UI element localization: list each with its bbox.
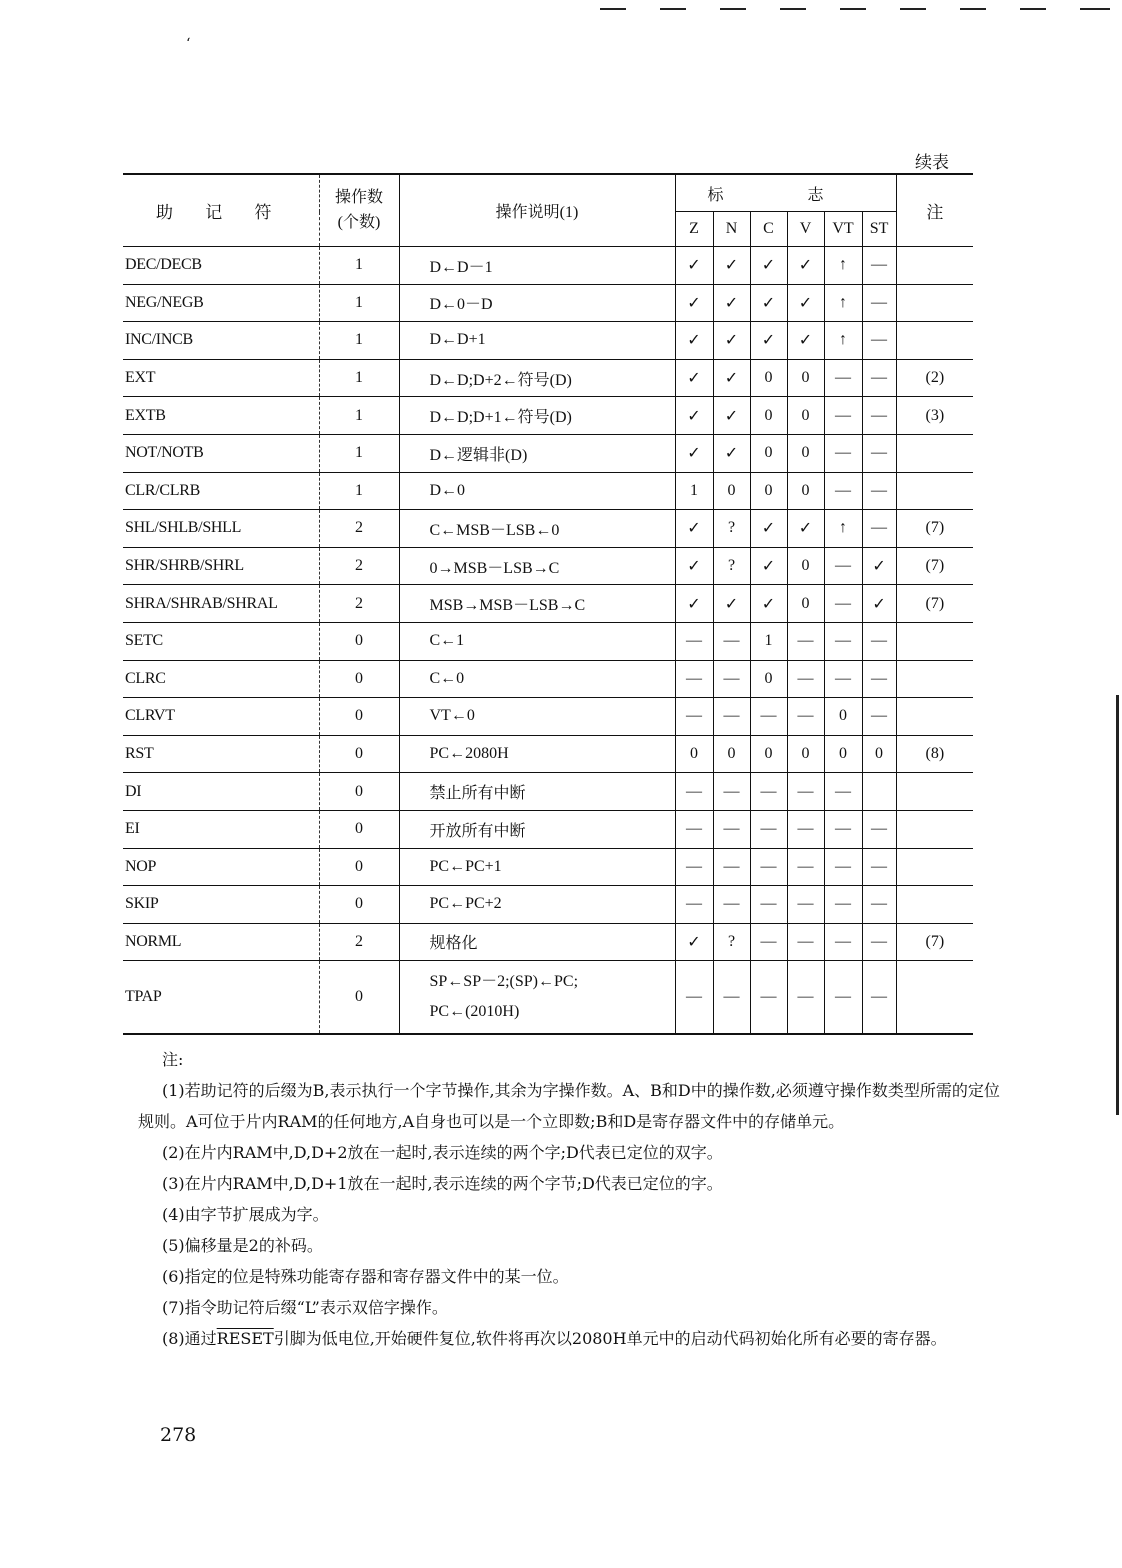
operation-cell: PC←PC+1 <box>399 848 675 886</box>
table-row <box>123 472 973 510</box>
mnemonic-cell: NOP <box>125 857 157 875</box>
flag-cell-z: 0 <box>675 735 713 773</box>
flag-cell-c: 1 <box>750 622 787 660</box>
table-row <box>123 660 973 698</box>
mnemonic-cell: CLRC <box>125 669 166 687</box>
flag-cell-c: ✓ <box>750 585 787 623</box>
flag-cell-st: — <box>862 848 896 886</box>
operand-count-cell: 2 <box>319 585 399 623</box>
flag-cell-v: — <box>787 961 824 1035</box>
flag-cell-v: — <box>787 773 824 811</box>
note-cell: (7) <box>925 594 945 612</box>
table-row <box>123 848 973 886</box>
header-operation: 操作说明(1) <box>399 174 675 247</box>
operand-count-cell: 0 <box>319 622 399 660</box>
operand-count-cell: 2 <box>319 923 399 961</box>
flag-cell-n: ? <box>713 923 750 961</box>
operation-cell: 禁止所有中断 <box>399 773 675 811</box>
flag-cell-v: — <box>787 810 824 848</box>
header-operand-count-line2: (个数) <box>337 213 381 231</box>
flag-cell-v: 0 <box>787 434 824 472</box>
table-row <box>123 284 973 322</box>
note-8 <box>138 1323 1004 1354</box>
flag-cell-z: 1 <box>675 472 713 510</box>
note-cell <box>896 698 973 736</box>
flag-cell-c: — <box>750 773 787 811</box>
header-operand-count <box>319 174 399 247</box>
flag-cell-st: 0 <box>862 735 896 773</box>
flag-cell-n: 0 <box>713 472 750 510</box>
table-row <box>123 397 973 435</box>
operand-count-cell: 0 <box>319 961 399 1035</box>
notes-section <box>138 1044 1004 1354</box>
flag-cell-n: — <box>713 773 750 811</box>
operation-cell <box>399 961 675 1035</box>
header-operand-count-line1: 操作数 <box>334 188 383 206</box>
operand-count-cell: 0 <box>319 698 399 736</box>
flag-cell-c: ✓ <box>750 510 787 548</box>
mnemonic-cell: SHRA/SHRAB/SHRAL <box>125 594 278 612</box>
header-flag-c: C <box>750 212 787 247</box>
table-row <box>123 247 973 285</box>
top-rule-6 <box>900 8 926 10</box>
operation-cell: D←D;D+2←符号(D) <box>399 359 675 397</box>
flag-cell-v: 0 <box>787 735 824 773</box>
note-cell: (8) <box>925 745 945 763</box>
mnemonic-cell: EI <box>125 820 140 838</box>
flag-cell-c: 0 <box>750 397 787 435</box>
flag-cell-c: ✓ <box>750 547 787 585</box>
top-rule-2 <box>660 8 686 10</box>
note-cell <box>896 810 973 848</box>
flag-cell-c: ✓ <box>750 284 787 322</box>
flag-cell-v: 0 <box>787 397 824 435</box>
flag-cell-v: — <box>787 923 824 961</box>
mnemonic-cell: DI <box>125 782 142 800</box>
flag-cell-vt: ↑ <box>824 284 862 322</box>
flag-cell-vt: ↑ <box>824 322 862 360</box>
note-5: (5)偏移量是2的补码。 <box>162 1236 323 1255</box>
flag-cell-c: — <box>750 886 787 924</box>
flag-cell-c: — <box>750 848 787 886</box>
flag-cell-z: — <box>675 848 713 886</box>
flag-cell-st: ✓ <box>862 547 896 585</box>
flag-cell-vt: 0 <box>824 735 862 773</box>
top-rule-3 <box>720 8 746 10</box>
table-row <box>123 961 973 1035</box>
flag-cell-z: ✓ <box>675 547 713 585</box>
operation-cell: 规格化 <box>399 923 675 961</box>
flag-cell-v: ✓ <box>787 510 824 548</box>
flag-cell-z: ✓ <box>675 585 713 623</box>
operand-count-cell: 1 <box>319 322 399 360</box>
flag-cell-c: — <box>750 923 787 961</box>
flag-cell-n: — <box>713 961 750 1035</box>
flag-cell-vt: — <box>824 472 862 510</box>
flag-cell-st: — <box>862 810 896 848</box>
operation-cell: D←0－D <box>399 284 675 322</box>
note-cell <box>896 284 973 322</box>
flag-cell-n: ? <box>713 547 750 585</box>
flag-cell-z: — <box>675 810 713 848</box>
operand-count-cell: 0 <box>319 810 399 848</box>
table-row <box>123 585 973 623</box>
table-row <box>123 698 973 736</box>
flag-cell-n: ✓ <box>713 397 750 435</box>
table-body <box>123 247 973 1035</box>
operand-count-cell: 2 <box>319 547 399 585</box>
scan-edge-bar <box>1116 695 1119 1115</box>
note-cell: (7) <box>925 519 945 537</box>
flag-cell-v: — <box>787 886 824 924</box>
operation-cell: 开放所有中断 <box>399 810 675 848</box>
mnemonic-cell: SHL/SHLB/SHLL <box>125 519 242 537</box>
flag-cell-n: ✓ <box>713 434 750 472</box>
flag-cell-vt: ↑ <box>824 247 862 285</box>
note-cell <box>896 472 973 510</box>
operation-cell: C←0 <box>399 660 675 698</box>
flag-cell-vt: — <box>824 359 862 397</box>
mnemonic-cell: CLRVT <box>125 707 175 725</box>
operand-count-cell: 0 <box>319 660 399 698</box>
flag-cell-st <box>862 773 896 811</box>
note-cell <box>896 247 973 285</box>
flag-cell-v: ✓ <box>787 247 824 285</box>
flag-cell-n: — <box>713 886 750 924</box>
flag-cell-n: — <box>713 660 750 698</box>
header-flag-vt: VT <box>824 212 862 247</box>
note-cell: (7) <box>925 557 945 575</box>
flag-cell-n: — <box>713 848 750 886</box>
flag-cell-n: — <box>713 698 750 736</box>
flag-cell-z: — <box>675 886 713 924</box>
flag-cell-st: — <box>862 284 896 322</box>
flag-cell-st: — <box>862 322 896 360</box>
flag-cell-vt: — <box>824 434 862 472</box>
operation-cell: D←D;D+1←符号(D) <box>399 397 675 435</box>
mnemonic-cell: NEG/NEGB <box>125 293 204 311</box>
operand-count-cell: 1 <box>319 434 399 472</box>
note-cell: (3) <box>925 406 945 424</box>
operation-cell: C←MSB－LSB←0 <box>399 510 675 548</box>
flag-cell-st: — <box>862 622 896 660</box>
flag-cell-st: — <box>862 923 896 961</box>
top-rule-1 <box>600 8 626 10</box>
operand-count-cell: 0 <box>319 735 399 773</box>
mnemonic-cell: TPAP <box>125 988 162 1006</box>
flag-cell-st: — <box>862 359 896 397</box>
flag-cell-c: — <box>750 698 787 736</box>
flag-cell-v: — <box>787 698 824 736</box>
table-row <box>123 359 973 397</box>
flag-cell-vt: — <box>824 961 862 1035</box>
flag-cell-z: — <box>675 961 713 1035</box>
flag-cell-c: ✓ <box>750 322 787 360</box>
operand-count-cell: 1 <box>319 472 399 510</box>
header-flags-group: 标 志 <box>675 174 896 212</box>
flag-cell-vt: — <box>824 397 862 435</box>
flag-cell-st: ✓ <box>862 585 896 623</box>
flag-cell-vt: — <box>824 848 862 886</box>
flag-cell-vt: — <box>824 660 862 698</box>
operation-line-2: PC←(2010H) <box>429 1003 520 1021</box>
flag-cell-st: — <box>862 510 896 548</box>
flag-cell-st: — <box>862 397 896 435</box>
mnemonic-cell: SKIP <box>125 895 159 913</box>
flag-cell-c: 0 <box>750 434 787 472</box>
flag-cell-n: ✓ <box>713 322 750 360</box>
note-cell: (2) <box>925 369 945 387</box>
mnemonic-cell: EXTB <box>125 406 166 424</box>
flag-cell-c: 0 <box>750 735 787 773</box>
operation-cell: D←D－1 <box>399 247 675 285</box>
note-cell <box>896 622 973 660</box>
header-flag-v: V <box>787 212 824 247</box>
table-row <box>123 773 973 811</box>
table-row <box>123 322 973 360</box>
flag-cell-c: 0 <box>750 359 787 397</box>
flag-cell-vt: — <box>824 547 862 585</box>
flag-cell-n: ✓ <box>713 585 750 623</box>
note-cell <box>896 434 973 472</box>
mnemonic-cell: SETC <box>125 632 163 650</box>
page-number: 278 <box>160 1424 197 1446</box>
table-row <box>123 735 973 773</box>
flag-cell-vt: — <box>824 810 862 848</box>
header-flag-n: N <box>713 212 750 247</box>
flag-cell-vt: — <box>824 622 862 660</box>
flag-cell-z: — <box>675 660 713 698</box>
table-row <box>123 510 973 548</box>
instruction-table <box>123 173 973 1035</box>
table-row <box>123 547 973 585</box>
table-row <box>123 434 973 472</box>
flag-cell-z: — <box>675 773 713 811</box>
flag-cell-c: ✓ <box>750 247 787 285</box>
note-3: (3)在片内RAM中,D,D+1放在一起时,表示连续的两个字节;D代表已定位的字。 <box>162 1174 723 1193</box>
mnemonic-cell: DEC/DECB <box>125 256 202 274</box>
operation-cell: C←1 <box>399 622 675 660</box>
operand-count-cell: 0 <box>319 773 399 811</box>
mnemonic-cell: CLR/CLRB <box>125 481 200 499</box>
note-4: (4)由字节扩展成为字。 <box>162 1205 329 1224</box>
flag-cell-c: — <box>750 810 787 848</box>
operand-count-cell: 1 <box>319 359 399 397</box>
operand-count-cell: 0 <box>319 886 399 924</box>
flag-cell-st: — <box>862 698 896 736</box>
continued-label: 续表 <box>915 153 949 173</box>
flag-cell-z: — <box>675 698 713 736</box>
operation-cell: PC←PC+2 <box>399 886 675 924</box>
flag-cell-vt: — <box>824 773 862 811</box>
note-1: (1)若助记符的后缀为B,表示执行一个字节操作,其余为字操作数。A、B和D中的操作数,必须遵守操作数类型所需的定位规则。A可位于片内RAM的任何地方,A自身也可以是一个立即数;B和D是寄存器文件中的存储单元。 <box>138 1081 1000 1131</box>
flag-cell-n: ? <box>713 510 750 548</box>
operand-count-cell: 1 <box>319 284 399 322</box>
flag-cell-n: ✓ <box>713 359 750 397</box>
operation-cell: MSB→MSB－LSB→C <box>399 585 675 623</box>
flag-cell-vt: — <box>824 585 862 623</box>
flag-cell-v: 0 <box>787 547 824 585</box>
note-cell <box>896 961 973 1035</box>
flag-cell-st: — <box>862 886 896 924</box>
mnemonic-cell: NOT/NOTB <box>125 444 204 462</box>
flag-cell-vt: — <box>824 886 862 924</box>
flag-cell-z: ✓ <box>675 397 713 435</box>
flag-cell-st: — <box>862 434 896 472</box>
note-8-text: 引脚为低电位,开始硬件复位,软件将再次以2080H单元中的启动代码初始化所有必要的寄存器。 <box>273 1329 947 1348</box>
mnemonic-cell: EXT <box>125 369 156 387</box>
notes-label: 注: <box>162 1050 184 1069</box>
note-cell: (7) <box>925 932 945 950</box>
flag-cell-z: — <box>675 622 713 660</box>
flag-cell-st: — <box>862 247 896 285</box>
mnemonic-cell: SHR/SHRB/SHRL <box>125 557 244 575</box>
operand-count-cell: 0 <box>319 848 399 886</box>
flag-cell-v: 0 <box>787 585 824 623</box>
table-row <box>123 923 973 961</box>
operation-cell: D←0 <box>399 472 675 510</box>
top-rule-7 <box>960 8 986 10</box>
note-cell <box>896 322 973 360</box>
flag-cell-st: — <box>862 660 896 698</box>
flag-cell-z: ✓ <box>675 434 713 472</box>
flag-cell-z: ✓ <box>675 247 713 285</box>
note-7: (7)指令助记符后缀“L”表示双倍字操作。 <box>162 1298 448 1317</box>
note-cell <box>896 660 973 698</box>
note-8-prefix: (8)通过 <box>162 1329 217 1348</box>
table-row <box>123 886 973 924</box>
flag-cell-c: — <box>750 961 787 1035</box>
operand-count-cell: 1 <box>319 397 399 435</box>
flag-cell-v: ✓ <box>787 322 824 360</box>
flag-cell-n: — <box>713 622 750 660</box>
reset-signal: RESET <box>216 1329 274 1348</box>
flag-cell-z: ✓ <box>675 322 713 360</box>
flag-cell-vt: 0 <box>824 698 862 736</box>
flag-cell-vt: ↑ <box>824 510 862 548</box>
flag-cell-n: ✓ <box>713 247 750 285</box>
operation-cell: VT←0 <box>399 698 675 736</box>
mnemonic-cell: RST <box>125 745 154 763</box>
flag-cell-c: 0 <box>750 660 787 698</box>
operation-line-1: SP←SP－2;(SP)←PC; <box>429 973 579 991</box>
table-header <box>123 174 973 247</box>
note-cell <box>896 848 973 886</box>
header-flag-z: Z <box>675 212 713 247</box>
stray-mark: ‘ <box>186 36 191 52</box>
operand-count-cell: 2 <box>319 510 399 548</box>
flag-cell-st: — <box>862 472 896 510</box>
flag-cell-z: ✓ <box>675 923 713 961</box>
header-flag-st: ST <box>862 212 896 247</box>
operation-cell: D←D+1 <box>399 322 675 360</box>
top-rule-5 <box>840 8 866 10</box>
flag-cell-n: — <box>713 810 750 848</box>
top-rule-4 <box>780 8 806 10</box>
flag-cell-v: — <box>787 622 824 660</box>
flag-cell-v: — <box>787 848 824 886</box>
note-cell <box>896 773 973 811</box>
flag-cell-n: 0 <box>713 735 750 773</box>
top-rule-8 <box>1020 8 1046 10</box>
flag-cell-v: 0 <box>787 472 824 510</box>
flag-cell-n: ✓ <box>713 284 750 322</box>
flag-cell-st: — <box>862 961 896 1035</box>
flag-cell-vt: — <box>824 923 862 961</box>
top-rule-9 <box>1080 8 1110 10</box>
flag-cell-v: 0 <box>787 359 824 397</box>
flag-cell-v: ✓ <box>787 284 824 322</box>
flag-cell-z: ✓ <box>675 510 713 548</box>
header-mnemonic: 助 记 符 <box>123 174 319 247</box>
flag-cell-c: 0 <box>750 472 787 510</box>
operand-count-cell: 1 <box>319 247 399 285</box>
flag-cell-z: ✓ <box>675 284 713 322</box>
note-2: (2)在片内RAM中,D,D+2放在一起时,表示连续的两个字;D代表已定位的双字。 <box>162 1143 723 1162</box>
operation-cell: 0→MSB－LSB→C <box>399 547 675 585</box>
note-6: (6)指定的位是特殊功能寄存器和寄存器文件中的某一位。 <box>162 1267 569 1286</box>
header-note: 注 <box>896 174 973 247</box>
mnemonic-cell: INC/INCB <box>125 331 193 349</box>
note-cell <box>896 886 973 924</box>
flag-cell-v: — <box>787 660 824 698</box>
flag-cell-z: ✓ <box>675 359 713 397</box>
mnemonic-cell: NORML <box>125 932 182 950</box>
table-row <box>123 622 973 660</box>
operation-cell: D←逻辑非(D) <box>399 434 675 472</box>
table-row <box>123 810 973 848</box>
operation-cell: PC←2080H <box>399 735 675 773</box>
